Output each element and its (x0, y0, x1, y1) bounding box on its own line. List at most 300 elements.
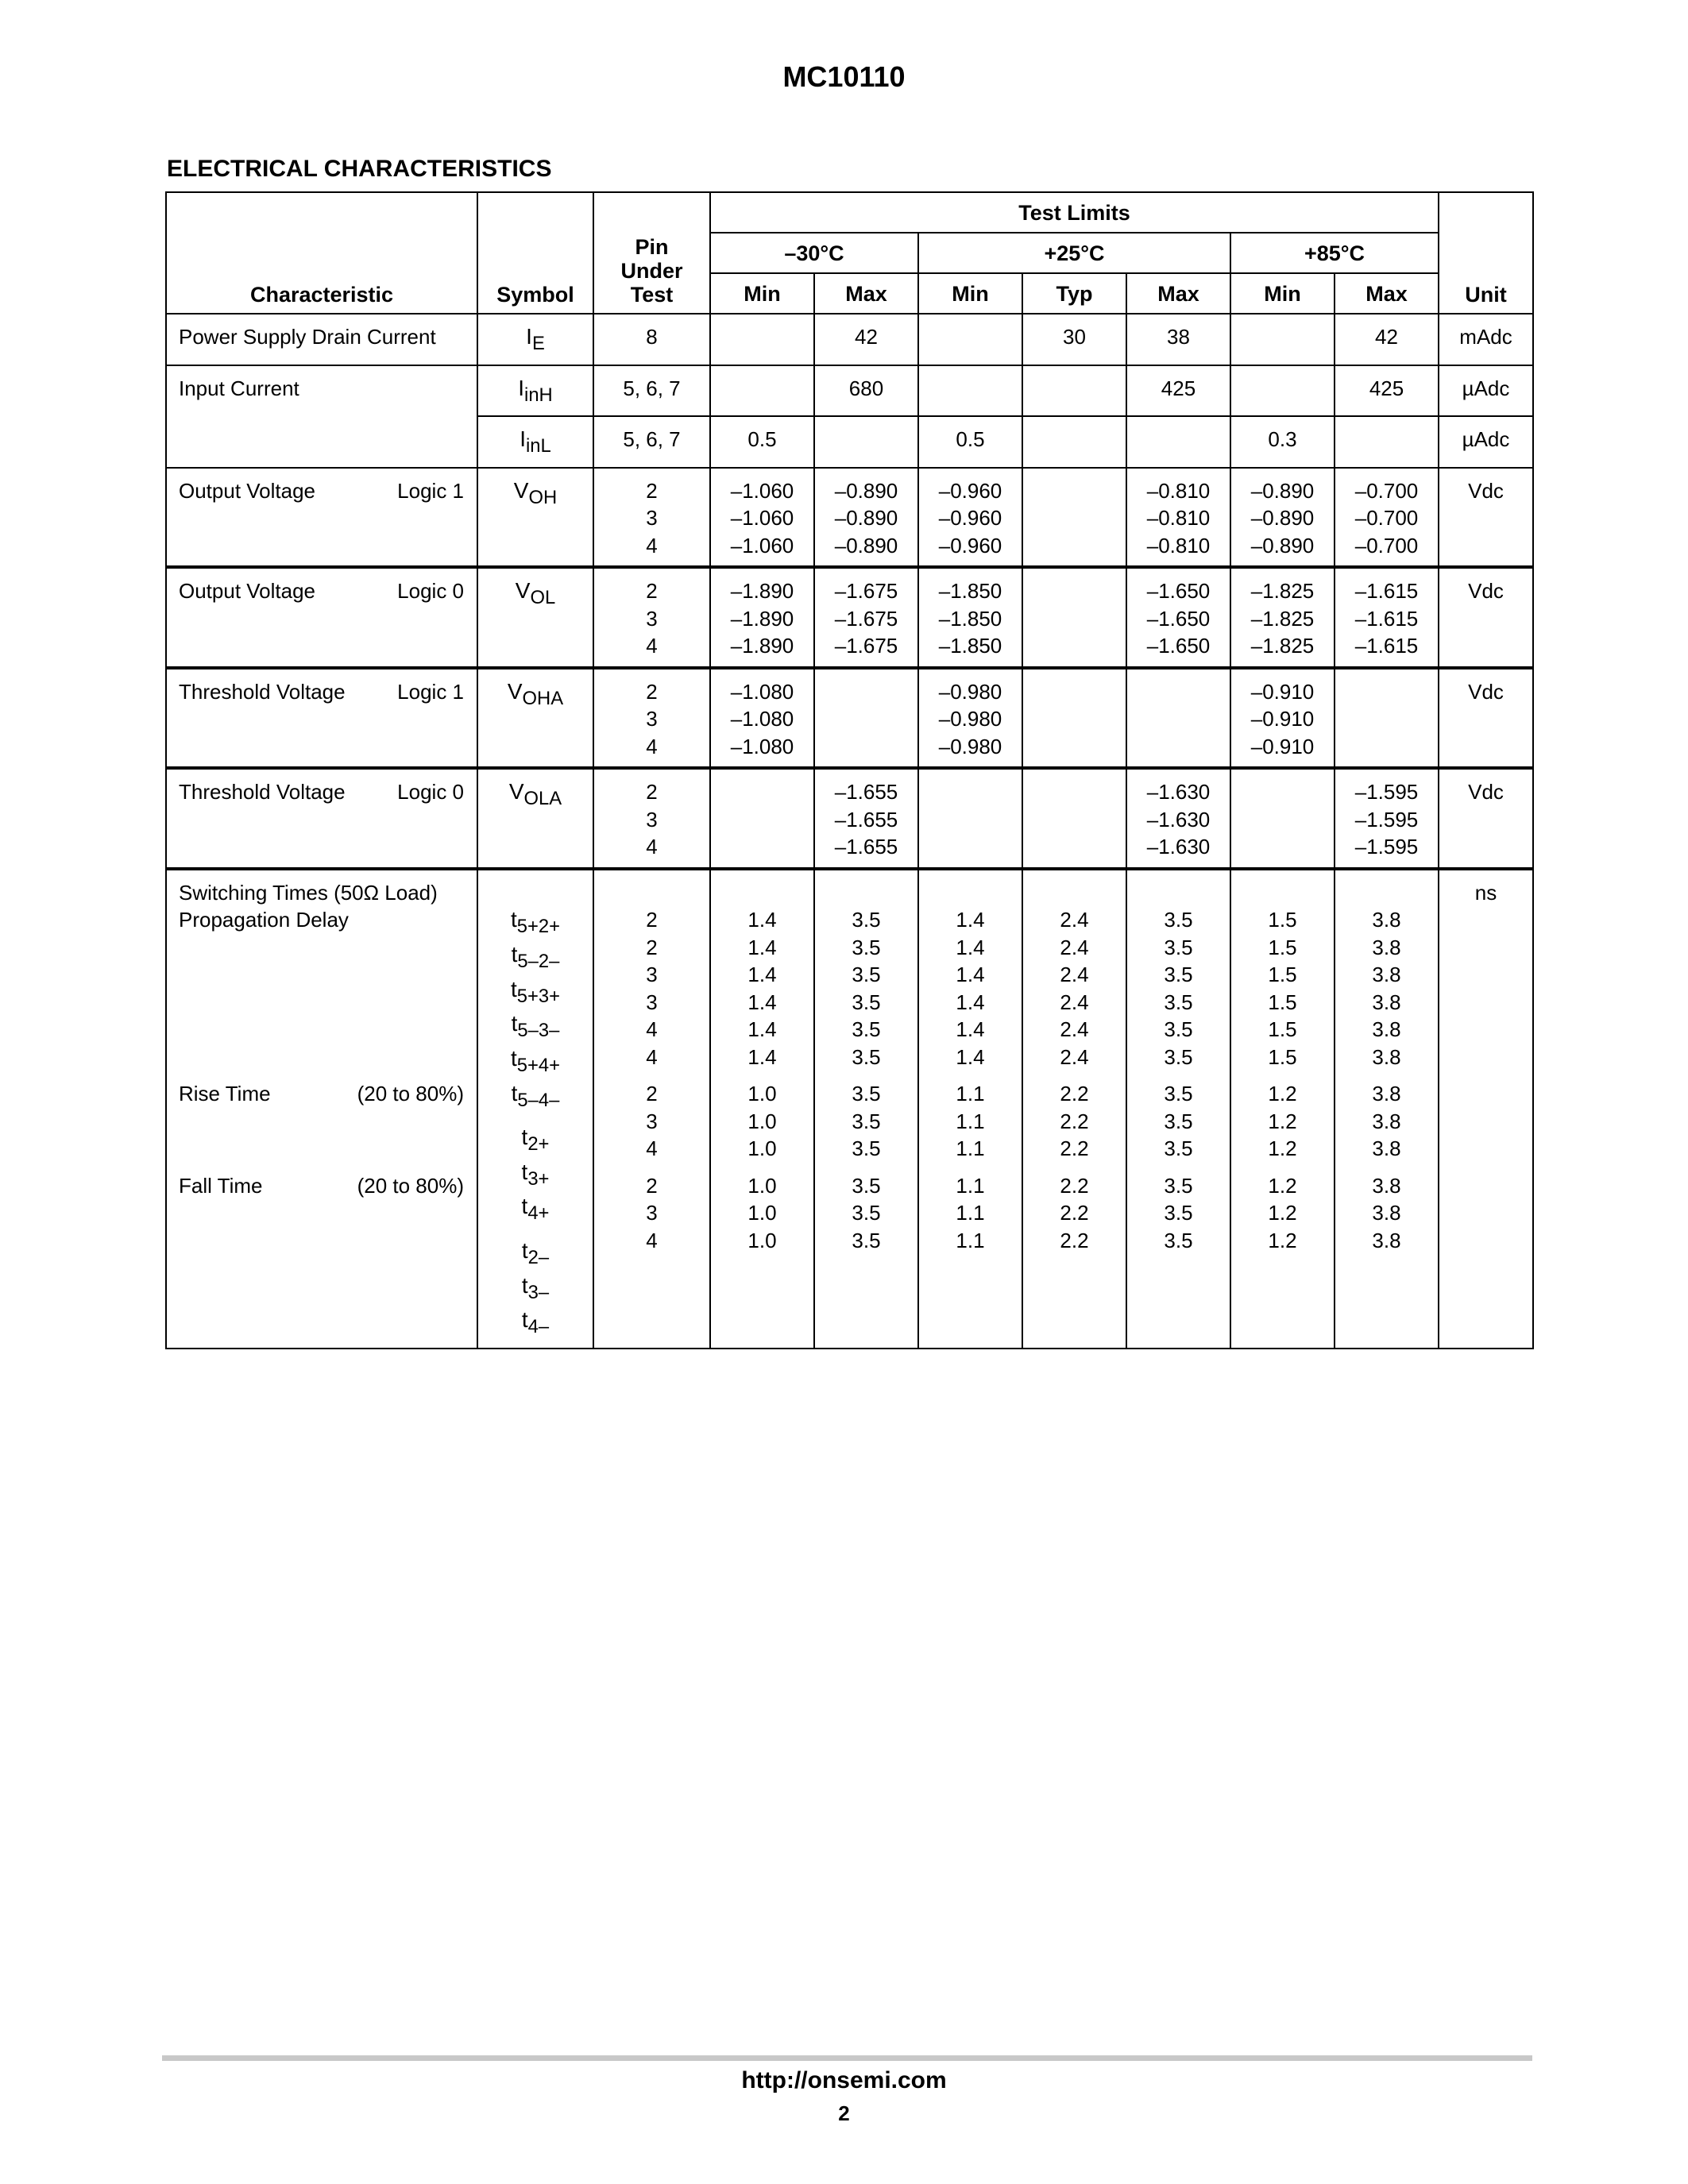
cell-value: 1.1 (956, 1173, 985, 1198)
cell-m30-max (814, 567, 918, 668)
cell-p25-min (918, 468, 1022, 568)
cell-pin (593, 567, 710, 668)
cell-value (1023, 426, 1126, 453)
cell-p25-min (918, 668, 1022, 769)
cell-p85-min (1230, 768, 1335, 869)
cell-pin (593, 768, 710, 869)
cell-value: –1.655 (834, 780, 898, 805)
cell-value: –1.630 (1146, 780, 1211, 805)
cell-value: 3.8 (1372, 1109, 1401, 1133)
cell-p25-max (1126, 416, 1230, 468)
cell-value: 3.5 (852, 1228, 881, 1252)
symbol-main: t (510, 907, 517, 932)
cell-unit (1439, 468, 1533, 568)
cell-p85-max (1335, 567, 1439, 668)
symbol-subscript: OHA (522, 688, 564, 709)
cell-value (711, 375, 813, 403)
cell-p85-max (1335, 314, 1439, 365)
cell-value: 2.4 (1060, 1044, 1089, 1069)
header-min: Min (918, 273, 1022, 314)
cell-value: 1.5 (1268, 1044, 1297, 1069)
cell-p25-typ (1022, 416, 1126, 468)
cell-value: 425 (1161, 376, 1196, 400)
cell-value: –0.700 (1354, 478, 1419, 503)
symbol-main: V (507, 678, 523, 704)
cell-value: 2 (646, 908, 658, 932)
cell-value: 3.8 (1372, 1201, 1401, 1225)
cell-p85-min (1230, 468, 1335, 568)
table-row (166, 314, 1533, 365)
unit-value: µAdc (1462, 376, 1510, 400)
cell-value (1335, 426, 1438, 453)
cell-p85-max (1335, 768, 1439, 869)
cell-characteristic (166, 314, 477, 365)
cell-symbol (477, 768, 593, 869)
cell-value: 3.5 (852, 990, 881, 1014)
cell-characteristic (166, 768, 477, 869)
cell-value: 3.8 (1372, 908, 1401, 932)
cell-value: 1.5 (1268, 990, 1297, 1014)
cell-value: 3 (646, 807, 658, 832)
symbol-subscript: inH (524, 384, 553, 406)
symbol-main: t (521, 1159, 528, 1184)
cell-value: 1.5 (1268, 963, 1297, 987)
cell-m30-min (710, 365, 814, 417)
symbol-main: I (520, 426, 526, 452)
symbol-main: t (511, 942, 518, 967)
symbol-main: t (521, 1238, 528, 1263)
cell-value: 1.1 (956, 1201, 985, 1225)
cell-unit (1439, 869, 1533, 1349)
cell-value: 0.3 (1268, 427, 1297, 452)
cell-m30-min (710, 567, 814, 668)
cell-value: 1.1 (956, 1136, 985, 1161)
cell-value: –0.700 (1354, 533, 1419, 558)
table-row (166, 768, 1533, 869)
symbol-main: I (518, 375, 525, 400)
cell-value: 2.4 (1060, 935, 1089, 959)
cell-value: 3.5 (852, 1017, 881, 1042)
cell-value: –1.655 (834, 807, 898, 832)
cell-value (1023, 577, 1126, 605)
cell-m30-max (814, 416, 918, 468)
cell-value: 2.2 (1060, 1136, 1089, 1161)
switching-symbol (478, 1193, 593, 1228)
switching-group-label: Rise Time (179, 1082, 271, 1106)
cell-value: 4 (646, 1017, 658, 1042)
cell-value (1023, 678, 1126, 706)
cell-value: 3.5 (1164, 908, 1193, 932)
cell-value: –1.850 (938, 579, 1002, 604)
cell-value (1023, 705, 1126, 733)
cell-value: 3.5 (1164, 1109, 1193, 1133)
cell-value: –0.890 (834, 478, 898, 503)
header-unit: Unit (1439, 192, 1533, 314)
cell-value: –1.890 (730, 579, 794, 604)
cell-value: 3 (646, 1201, 658, 1225)
cell-value: 2.2 (1060, 1109, 1089, 1133)
cell-value: 1.4 (747, 1044, 777, 1069)
cell-p25-typ (1022, 468, 1126, 568)
header-max: Max (1126, 273, 1230, 314)
cell-value: 680 (848, 376, 884, 400)
header-max: Max (814, 273, 918, 314)
cell-symbol (477, 365, 593, 417)
cell-value: 3.5 (852, 963, 881, 987)
cell-p85-min (1230, 416, 1335, 468)
cell-pin (593, 468, 710, 568)
cell-value: –1.655 (834, 835, 898, 859)
cell-value: 3.8 (1372, 1044, 1401, 1069)
cell-value: 1.1 (956, 1082, 985, 1106)
cell-value: –0.700 (1354, 506, 1419, 531)
electrical-characteristics-table (165, 191, 1534, 1349)
cell-value: 1.4 (956, 935, 985, 959)
cell-value: 3.5 (852, 908, 881, 932)
cell-value: 2 (646, 579, 658, 604)
unit-value: Vdc (1468, 579, 1504, 604)
cell-value: –1.080 (730, 679, 794, 704)
symbol-subscript: OL (530, 587, 556, 609)
symbol-subscript: 4– (527, 1316, 550, 1338)
cell-value: –0.810 (1146, 506, 1211, 531)
cell-value: –0.980 (938, 734, 1002, 758)
characteristic-label: Threshold Voltage (179, 780, 346, 805)
cell-value: 3.5 (1164, 1228, 1193, 1252)
cell-value: 1.0 (747, 1201, 777, 1225)
cell-value: 4 (646, 1136, 658, 1161)
cell-value (1335, 705, 1438, 733)
cell-value: –1.675 (834, 579, 898, 604)
cell-value: –1.080 (730, 707, 794, 731)
cell-m30-min (710, 416, 814, 468)
cell-value: 2 (646, 1082, 658, 1106)
cell-value (711, 833, 813, 861)
cell-m30-min (710, 869, 814, 1349)
cell-characteristic (166, 668, 477, 769)
cell-value: 4 (646, 734, 658, 758)
symbol-main: t (521, 1194, 528, 1219)
cell-value: –1.890 (730, 634, 794, 658)
cell-value: 4 (646, 533, 658, 558)
cell-symbol (477, 416, 593, 468)
cell-value: –1.060 (730, 478, 794, 503)
cell-value: 1.5 (1268, 908, 1297, 932)
cell-value: 2.4 (1060, 1017, 1089, 1042)
cell-value: 1.0 (747, 1136, 777, 1161)
cell-value: 42 (1375, 325, 1398, 349)
cell-value: 3.8 (1372, 935, 1401, 959)
cell-value: 3 (646, 963, 658, 987)
cell-p25-max (1126, 314, 1230, 365)
table-row (166, 365, 1533, 417)
cell-value: –1.850 (938, 634, 1002, 658)
header-temp-minus30: –30°C (710, 233, 918, 273)
cell-unit (1439, 567, 1533, 668)
cell-unit (1439, 365, 1533, 417)
cell-characteristic (166, 365, 477, 468)
cell-value: 30 (1063, 325, 1086, 349)
cell-p25-max (1126, 468, 1230, 568)
cell-p85-min (1230, 869, 1335, 1349)
cell-value: 4 (646, 835, 658, 859)
cell-value (919, 778, 1022, 806)
switching-group-condition: (20 to 80%) (357, 1082, 464, 1106)
cell-value: 2 (646, 780, 658, 805)
cell-m30-max (814, 768, 918, 869)
header-typ: Typ (1022, 273, 1126, 314)
cell-value: 1.0 (747, 1082, 777, 1106)
cell-unit (1439, 314, 1533, 365)
cell-value (711, 778, 813, 806)
header-test-limits: Test Limits (710, 192, 1439, 233)
switching-symbol (478, 1272, 593, 1307)
cell-value: –1.060 (730, 533, 794, 558)
cell-value: –1.850 (938, 606, 1002, 631)
cell-value (1231, 833, 1334, 861)
cell-value: 2.2 (1060, 1201, 1089, 1225)
cell-value: 3 (646, 606, 658, 631)
cell-value: 3.8 (1372, 1136, 1401, 1161)
header-min: Min (1230, 273, 1335, 314)
switching-symbol (478, 1010, 593, 1045)
symbol-subscript: OH (528, 487, 558, 508)
switching-group-label: Fall Time (179, 1173, 263, 1198)
cell-value (1023, 733, 1126, 761)
cell-p85-min (1230, 365, 1335, 417)
cell-m30-min (710, 468, 814, 568)
characteristic-condition: Logic 1 (397, 679, 464, 704)
cell-p85-min (1230, 567, 1335, 668)
cell-symbol (477, 668, 593, 769)
symbol-subscript: 3+ (527, 1167, 550, 1190)
unit-value: µAdc (1462, 427, 1510, 452)
symbol-subscript: 5+4+ (516, 1055, 561, 1076)
cell-value: 3.8 (1372, 963, 1401, 987)
cell-value (815, 678, 917, 706)
cell-value (815, 733, 917, 761)
cell-value: –1.650 (1146, 579, 1211, 604)
cell-p25-max (1126, 567, 1230, 668)
cell-p25-typ (1022, 668, 1126, 769)
cell-value: 3.8 (1372, 1017, 1401, 1042)
cell-value: 3.5 (852, 1044, 881, 1069)
unit-value: Vdc (1468, 780, 1504, 805)
cell-value: 3.5 (1164, 1082, 1193, 1106)
cell-value: –0.890 (1250, 533, 1315, 558)
cell-value (1335, 733, 1438, 761)
cell-value: 1.2 (1268, 1228, 1297, 1252)
cell-value: 3.5 (852, 1136, 881, 1161)
cell-value (919, 375, 1022, 403)
cell-p85-min (1230, 668, 1335, 769)
unit-value: Vdc (1468, 679, 1504, 704)
symbol-subscript: 5–3– (517, 1020, 560, 1042)
cell-value: –0.810 (1146, 533, 1211, 558)
cell-value: 3.8 (1372, 990, 1401, 1014)
symbol-main: V (515, 578, 531, 604)
cell-value: –0.890 (834, 533, 898, 558)
cell-value: 1.2 (1268, 1173, 1297, 1198)
cell-value: 3.5 (1164, 1136, 1193, 1161)
cell-value (919, 806, 1022, 834)
symbol-subscript: 5–2– (517, 951, 560, 973)
page-number: 2 (838, 2101, 850, 2125)
cell-value: –0.910 (1250, 734, 1315, 758)
cell-sym (477, 869, 593, 1349)
cell-value (815, 705, 917, 733)
cell-p25-max (1126, 668, 1230, 769)
cell-p25-min (918, 365, 1022, 417)
symbol-main: t (521, 1125, 528, 1150)
cell-p85-max (1335, 416, 1439, 468)
cell-value (1023, 778, 1126, 806)
cell-value: 3.5 (852, 1173, 881, 1198)
switching-symbol (478, 1237, 593, 1272)
cell-p25-typ (1022, 365, 1126, 417)
cell-p85-min (1230, 314, 1335, 365)
cell-pins (593, 869, 710, 1349)
cell-value: 3.8 (1372, 1173, 1401, 1198)
cell-value: –0.960 (938, 533, 1002, 558)
cell-value (1023, 375, 1126, 403)
switching-symbol (478, 1159, 593, 1194)
table-row (166, 567, 1533, 668)
cell-value: 5, 6, 7 (623, 376, 681, 400)
symbol-subscript: 2+ (527, 1133, 550, 1156)
cell-p25-typ (1022, 567, 1126, 668)
cell-value: 2.2 (1060, 1082, 1089, 1106)
cell-value: –1.060 (730, 506, 794, 531)
cell-value: 3.8 (1372, 1228, 1401, 1252)
symbol-main: t (511, 1080, 518, 1106)
cell-value: 3.5 (1164, 935, 1193, 959)
cell-value: 1.4 (956, 1017, 985, 1042)
cell-value: 4 (646, 1044, 658, 1069)
cell-value: –0.910 (1250, 707, 1315, 731)
cell-value: 1.4 (956, 908, 985, 932)
characteristic-label: Threshold Voltage (179, 679, 346, 704)
cell-value: –1.615 (1354, 579, 1419, 604)
cell-value: 3.5 (852, 1082, 881, 1106)
cell-value: 3.5 (852, 935, 881, 959)
cell-p85-max (1335, 668, 1439, 769)
cell-value: 1.4 (956, 963, 985, 987)
cell-p25-typ (1022, 768, 1126, 869)
cell-unit (1439, 668, 1533, 769)
header-temp-plus25: +25°C (918, 233, 1230, 273)
cell-value (1023, 632, 1126, 660)
cell-value (1127, 678, 1230, 706)
cell-value: –1.890 (730, 606, 794, 631)
cell-value: –1.825 (1250, 634, 1315, 658)
cell-value: 38 (1167, 325, 1190, 349)
characteristic-condition: Logic 0 (397, 780, 464, 805)
symbol-subscript: 4+ (527, 1202, 550, 1225)
cell-m30-min (710, 768, 814, 869)
cell-value: 1.4 (747, 990, 777, 1014)
cell-value (1023, 504, 1126, 532)
characteristic-label: Input Current (179, 376, 299, 400)
symbol-subscript: OLA (523, 788, 562, 810)
cell-value: –0.890 (834, 506, 898, 531)
switching-group-label: Propagation Delay (179, 908, 349, 932)
cell-p25-typ (1022, 869, 1126, 1349)
cell-pin (593, 365, 710, 417)
cell-value (711, 323, 813, 351)
cell-value: 1.1 (956, 1228, 985, 1252)
switching-title: Switching Times (50Ω Load) (179, 880, 438, 905)
cell-value: 2 (646, 478, 658, 503)
footer-rule (162, 2055, 1532, 2061)
cell-value: 1.2 (1268, 1201, 1297, 1225)
cell-value (1023, 605, 1126, 633)
symbol-main: t (511, 1011, 518, 1036)
cell-char (166, 869, 477, 1349)
cell-value: 1.4 (747, 1017, 777, 1042)
cell-value (815, 426, 917, 453)
cell-value: 2 (646, 1173, 658, 1198)
cell-value: 2.4 (1060, 908, 1089, 932)
cell-value: 1.4 (747, 963, 777, 987)
cell-value: 1.4 (747, 908, 777, 932)
symbol-main: I (526, 324, 532, 349)
switching-symbol (478, 1045, 593, 1080)
cell-value: 1.0 (747, 1228, 777, 1252)
characteristic-label: Power Supply Drain Current (179, 325, 436, 349)
switching-symbol (478, 976, 593, 1011)
cell-p25-min (918, 567, 1022, 668)
cell-value: –1.595 (1354, 835, 1419, 859)
cell-value: –1.650 (1146, 606, 1211, 631)
table-row-switching (166, 869, 1533, 1349)
cell-value: 3.5 (1164, 1173, 1193, 1198)
cell-value (919, 323, 1022, 351)
cell-p85-max (1335, 468, 1439, 568)
cell-value: 3 (646, 1109, 658, 1133)
cell-value: –1.630 (1146, 807, 1211, 832)
cell-value: 2.2 (1060, 1228, 1089, 1252)
cell-value: –0.960 (938, 478, 1002, 503)
cell-value: 1.4 (956, 990, 985, 1014)
cell-value (1023, 806, 1126, 834)
symbol-main: t (521, 1272, 528, 1298)
cell-value: –1.825 (1250, 606, 1315, 631)
cell-value: –0.890 (1250, 506, 1315, 531)
symbol-subscript: 2– (527, 1247, 550, 1269)
cell-value (1023, 477, 1126, 505)
cell-value: 3.5 (1164, 1044, 1193, 1069)
symbol-main: t (521, 1307, 528, 1333)
cell-p25-max (1126, 768, 1230, 869)
cell-value (1023, 833, 1126, 861)
cell-value: 3 (646, 506, 658, 531)
cell-value: –1.595 (1354, 807, 1419, 832)
cell-pin (593, 668, 710, 769)
characteristic-condition: Logic 0 (397, 579, 464, 604)
cell-value: 2.4 (1060, 963, 1089, 987)
cell-value: 3.5 (852, 1109, 881, 1133)
characteristic-label: Output Voltage (179, 478, 316, 503)
cell-p25-min (918, 416, 1022, 468)
cell-value: 425 (1369, 376, 1404, 400)
cell-p25-min (918, 768, 1022, 869)
footer-url[interactable]: http://onsemi.com (741, 2067, 947, 2093)
cell-p25-min (918, 869, 1022, 1349)
cell-value: 3 (646, 990, 658, 1014)
symbol-main: t (510, 976, 517, 1001)
characteristic-condition: Logic 1 (397, 478, 464, 503)
